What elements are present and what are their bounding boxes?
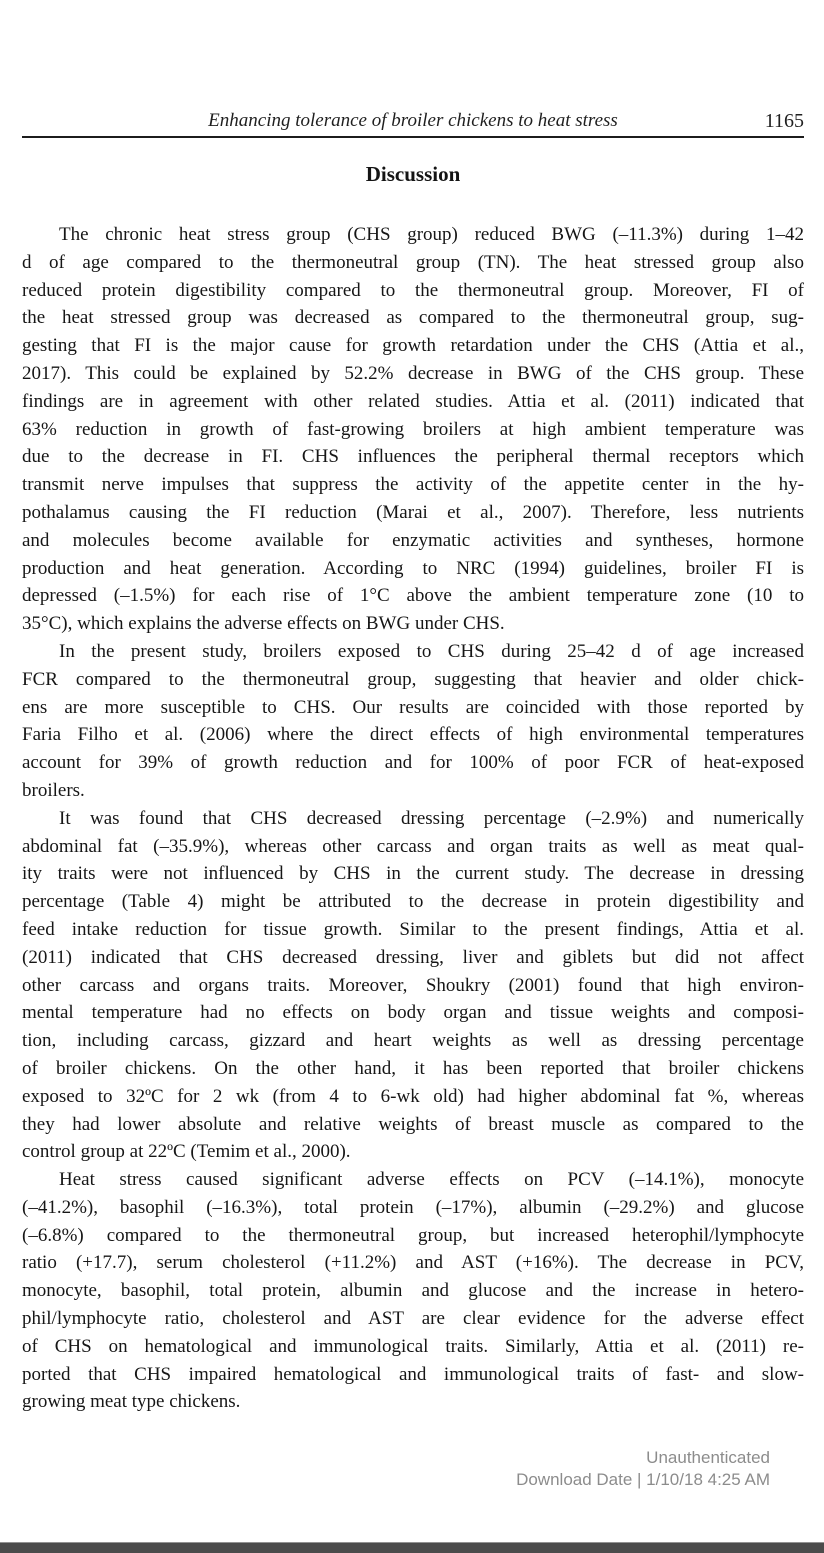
text-line: findings are in agreement with other related studies. Attia et al. (2011) indicated that (22, 390, 804, 412)
running-title: Enhancing tolerance of broiler chickens to heat stress (208, 110, 618, 131)
header-rule (22, 136, 804, 138)
text-line: The chronic heat stress group (CHS group) reduced BWG (–11.3%) during 1–42 (59, 224, 804, 245)
text-line: percentage (Table 4) might be attributed to the decrease in protein digestibility and (22, 891, 804, 913)
download-stamp (516, 1447, 770, 1491)
text-line: transmit nerve impulses that suppress the activity of the appetite center in the hy- (22, 474, 804, 496)
text-line: other carcass and organs traits. Moreover, Shoukry (2001) found that high environ- (22, 974, 804, 996)
text-line: Heat stress caused significant adverse effects on PCV (–14.1%), monocyte (59, 1169, 804, 1191)
paragraph (22, 221, 804, 638)
paragraph (22, 638, 804, 805)
text-line: pothalamus causing the FI reduction (Marai et al., 2007). Therefore, less nutrients (22, 501, 804, 523)
page-number: 1165 (764, 110, 804, 132)
text-line: of broiler chickens. On the other hand, it has been reported that broiler chickens (22, 1057, 804, 1079)
text-line: phil/lymphocyte ratio, cholesterol and AST are clear evidence for the adverse effect (22, 1308, 804, 1330)
text-line: the heat stressed group was decreased as compared to the thermoneutral group, sug- (22, 307, 804, 329)
paragraph (22, 1166, 804, 1416)
text-line: 35°C), which explains the adverse effects on BWG under CHS. (22, 613, 505, 635)
text-line: gesting that FI is the major cause for growth retardation under the CHS (Attia et al., (22, 335, 804, 357)
text-line: mental temperature had no effects on body organ and tissue weights and composi- (22, 1002, 804, 1024)
text-line: ity traits were not influenced by CHS in the current study. The decrease in dressing (22, 863, 804, 885)
text-line: (2011) indicated that CHS decreased dressing, liver and giblets but did not affect (22, 946, 804, 968)
bottom-bar (0, 1542, 824, 1553)
article-body (22, 221, 804, 1416)
stamp-download-date: Download Date | 1/10/18 4:25 AM (516, 1470, 770, 1489)
text-line: monocyte, basophil, total protein, albumin and glucose and the increase in hetero- (22, 1280, 804, 1302)
text-line: and molecules become available for enzymatic activities and syntheses, hormone (22, 529, 804, 551)
text-line: control group at 22ºC (Temim et al., 2000). (22, 1141, 351, 1163)
text-line: ratio (+17.7), serum cholesterol (+11.2%) and AST (+16%). The decrease in PCV, (22, 1252, 804, 1274)
text-line: due to the decrease in FI. CHS influences the peripheral thermal receptors which (22, 446, 804, 468)
paragraph (22, 805, 804, 1166)
text-line: 63% reduction in growth of fast-growing broilers at high ambient temperature was (22, 418, 804, 440)
section-title: Discussion (365, 162, 461, 186)
text-line: feed intake reduction for tissue growth. Similar to the present findings, Attia et al. (22, 918, 804, 940)
text-line: (–6.8%) compared to the thermoneutral group, but increased heterophil/lymphocyte (22, 1224, 804, 1246)
text-line: d of age compared to the thermoneutral group (TN). The heat stressed group also (22, 251, 804, 273)
text-line: FCR compared to the thermoneutral group, suggesting that heavier and older chick- (22, 668, 804, 690)
text-line: broilers. (22, 779, 85, 801)
text-line: 2017). This could be explained by 52.2% decrease in BWG of the CHS group. These (22, 362, 804, 384)
text-line: depressed (–1.5%) for each rise of 1°C above the ambient temperature zone (10 to (22, 585, 804, 607)
text-line: ported that CHS impaired hematological and immunological traits of fast- and slow- (22, 1363, 804, 1385)
text-line: account for 39% of growth reduction and for 100% of poor FCR of heat-exposed (22, 752, 804, 774)
text-line: Faria Filho et al. (2006) where the direct effects of high environmental temperatures (22, 724, 804, 746)
text-line: they had lower absolute and relative weights of breast muscle as compared to the (22, 1113, 804, 1135)
text-line: tion, including carcass, gizzard and heart weights as well as dressing percentage (22, 1030, 804, 1052)
running-head (22, 108, 804, 134)
text-line: exposed to 32ºC for 2 wk (from 4 to 6-wk old) had higher abdominal fat %, whereas (22, 1085, 804, 1107)
text-line: production and heat generation. According to NRC (1994) guidelines, broiler FI is (22, 557, 804, 579)
text-line: of CHS on hematological and immunological traits. Similarly, Attia et al. (2011) re- (22, 1335, 804, 1357)
text-line: (–41.2%), basophil (–16.3%), total protein (–17%), albumin (–29.2%) and glucose (22, 1196, 804, 1218)
text-line: abdominal fat (–35.9%), whereas other carcass and organ traits as well as meat qual- (22, 835, 804, 857)
text-line: growing meat type chickens. (22, 1391, 241, 1413)
text-line: In the present study, broilers exposed to CHS during 25–42 d of age increased (59, 640, 804, 662)
text-line: It was found that CHS decreased dressing percentage (–2.9%) and numerically (59, 807, 804, 829)
text-line: ens are more susceptible to CHS. Our results are coincided with those reported by (22, 696, 804, 718)
text-line: reduced protein digestibility compared to the thermoneutral group. Moreover, FI of (22, 279, 804, 301)
stamp-unauthenticated: Unauthenticated (646, 1448, 770, 1467)
